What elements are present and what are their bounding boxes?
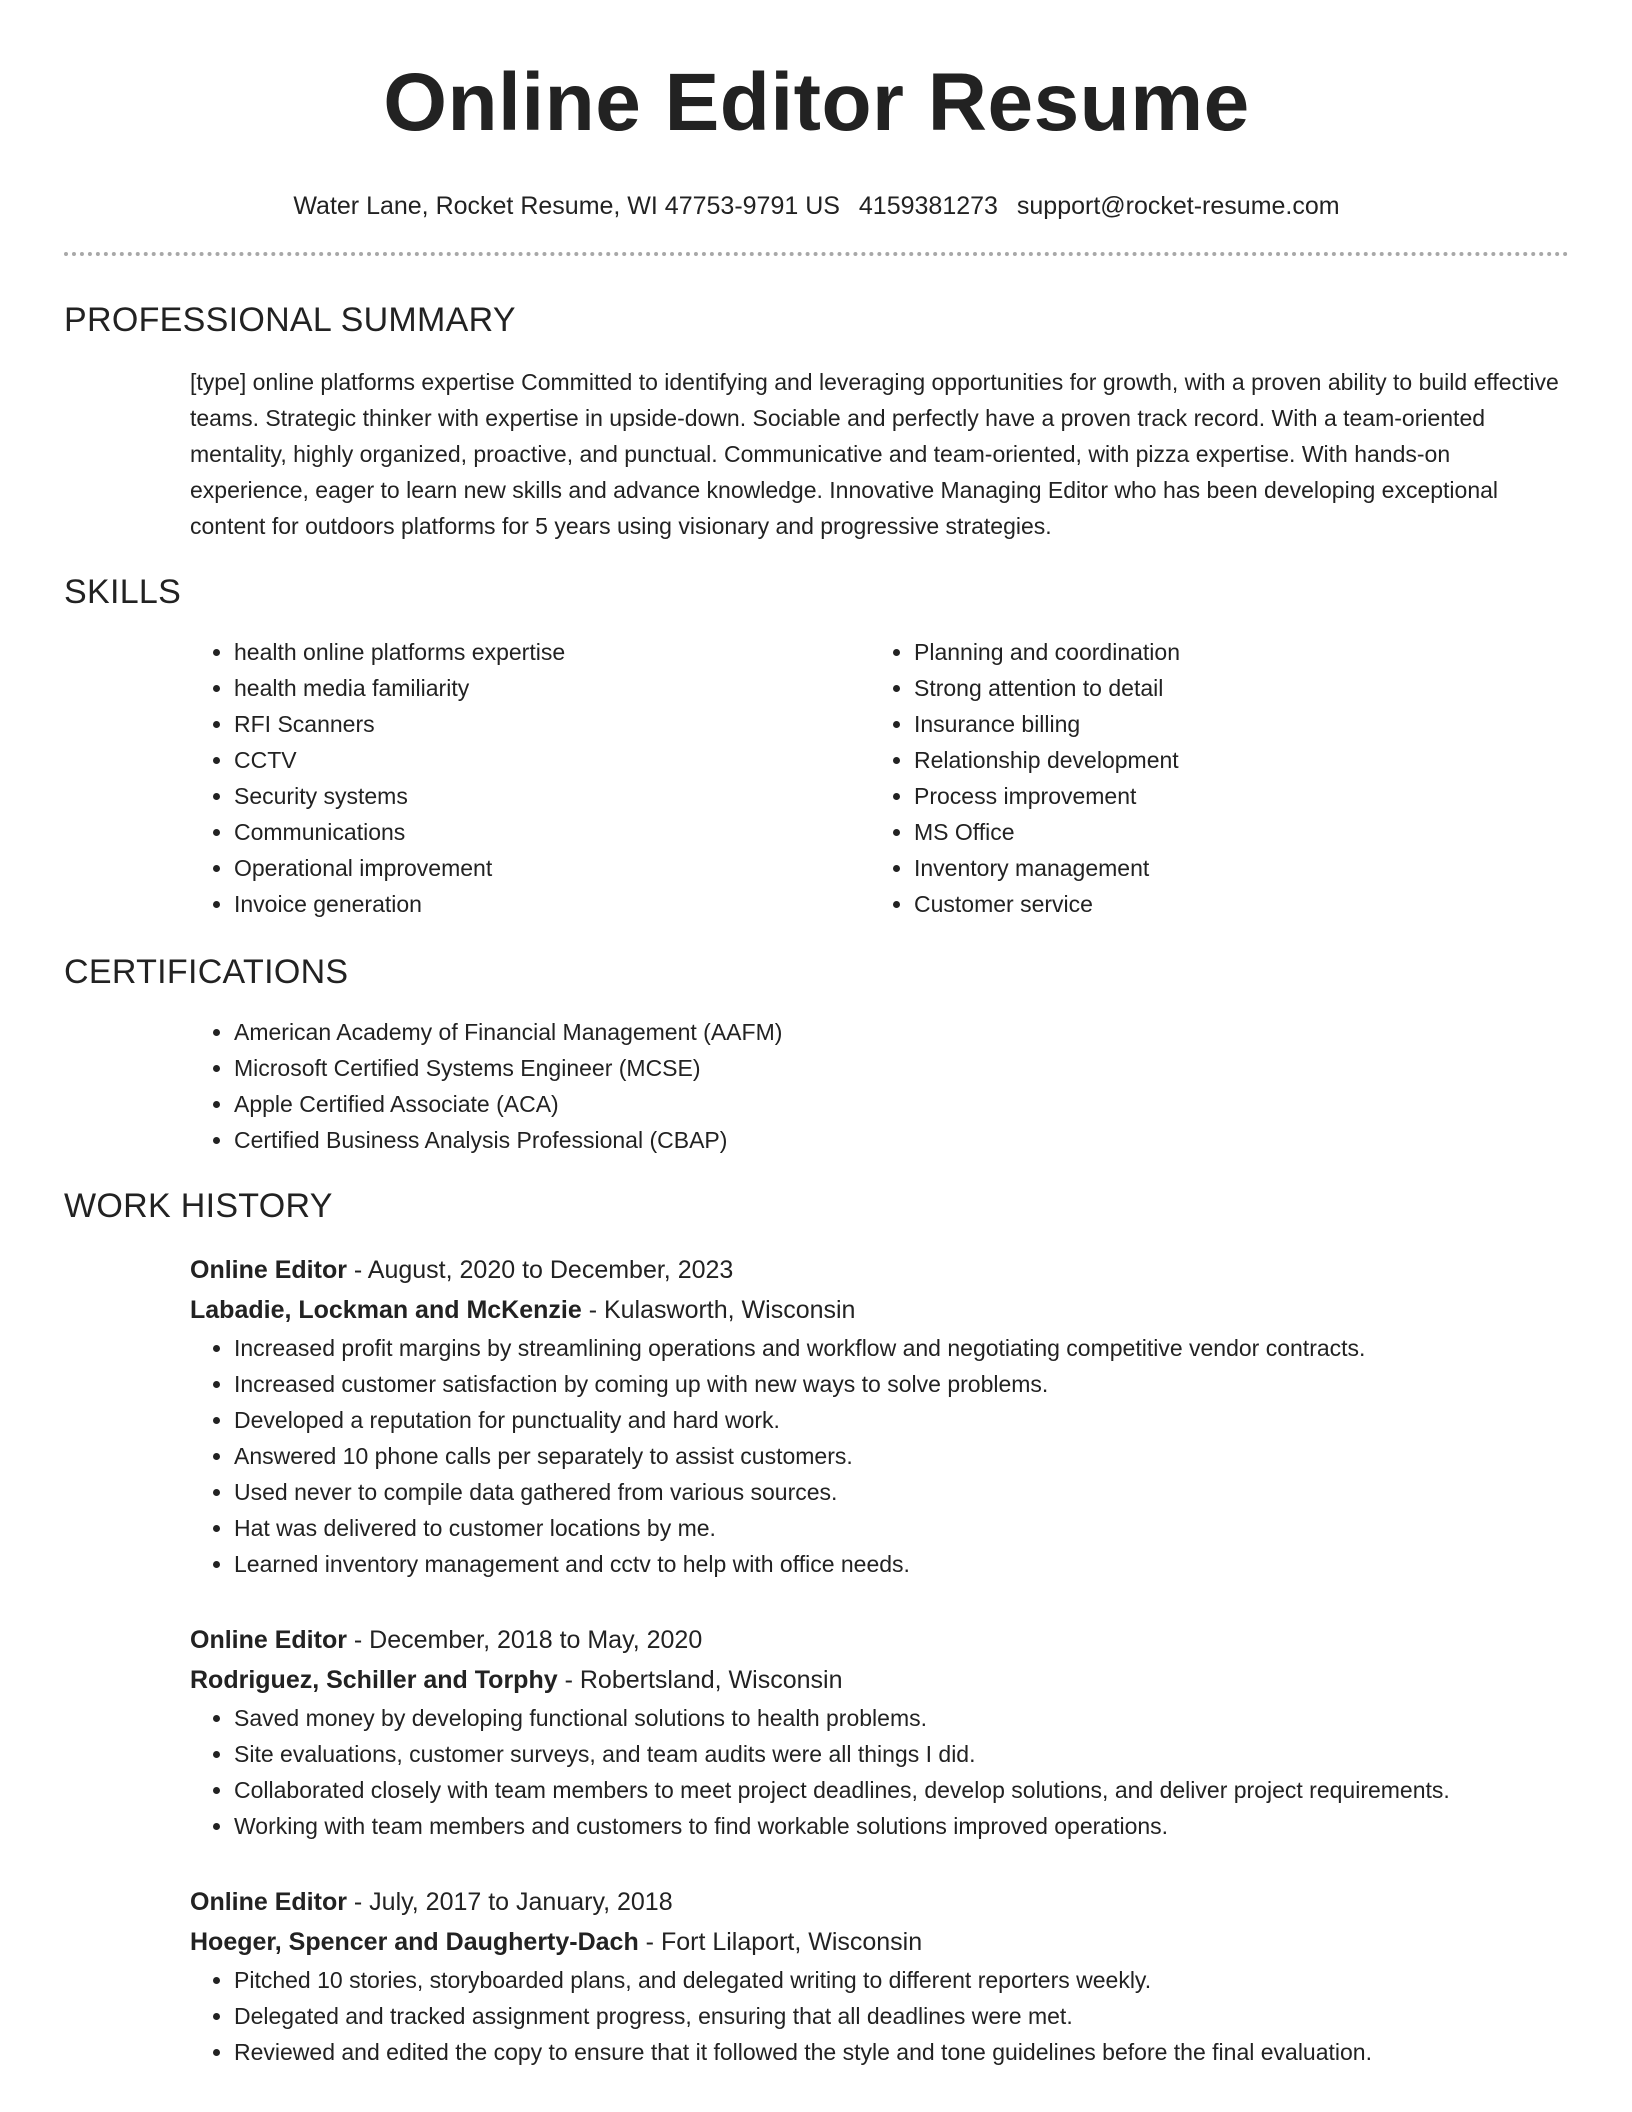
- resume-title: Online Editor Resume: [383, 57, 1250, 148]
- job-location: - Robertsland, Wisconsin: [557, 1666, 843, 1694]
- job-duties-list: [190, 1962, 1569, 2070]
- job-duty-item: • Developed a reputation for punctuality and hard work.: [234, 1402, 1569, 1438]
- job-dates: - December, 2018 to May, 2020: [346, 1626, 703, 1654]
- job-duty-item: • Pitched 10 stories, storyboarded plans, and delegated writing to different reporters weekly.: [234, 1962, 1569, 1998]
- skill-item: • Strong attention to detail: [914, 670, 1550, 706]
- job-title-line: [190, 1882, 1569, 1922]
- job-dates: - July, 2017 to January, 2018: [346, 1888, 673, 1916]
- certification-item: • Apple Certified Associate (ACA): [234, 1086, 1569, 1122]
- job-company-line: [190, 1290, 1569, 1330]
- job-duty-item: • Saved money by developing functional solutions to health problems.: [234, 1700, 1569, 1736]
- job-duty-item: • Learned inventory management and cctv to help with office needs.: [234, 1546, 1569, 1582]
- resume-header: [64, 0, 1569, 222]
- job-duty-item: • Increased customer satisfaction by coming up with new ways to solve problems.: [234, 1366, 1569, 1402]
- address-text: Water Lane, Rocket Resume, WI 47753-9791 US: [293, 192, 840, 220]
- job-duty-item: • Answered 10 phone calls per separately to assist customers.: [234, 1438, 1569, 1474]
- job-duties-list: [190, 1330, 1569, 1582]
- job-title-line: [190, 1250, 1569, 1290]
- job-entry: [190, 1882, 1569, 2070]
- job-duty-item: • Working with team members and customers to find workable solutions improved operations.: [234, 1808, 1569, 1844]
- certifications-list: [190, 1014, 1569, 1158]
- job-company: Rodriguez, Schiller and Torphy: [190, 1666, 558, 1694]
- skill-item: • Security systems: [234, 778, 870, 814]
- job-location: - Fort Lilaport, Wisconsin: [638, 1928, 923, 1956]
- skills-list-left: [190, 634, 870, 922]
- skills-column-right: [870, 634, 1550, 922]
- skill-item: • health media familiarity: [234, 670, 870, 706]
- skills-section: [64, 572, 1569, 922]
- phone-text: 4159381273: [858, 192, 998, 220]
- job-location: - Kulasworth, Wisconsin: [581, 1296, 856, 1324]
- certifications-heading: CERTIFICATIONS: [64, 953, 349, 991]
- work-history-section: [64, 1186, 1569, 2070]
- job-duty-item: • Collaborated closely with team members to meet project deadlines, develop solutions, and deliver project requirements.: [234, 1772, 1569, 1808]
- job-company-line: [190, 1660, 1569, 1700]
- job-title-line: [190, 1620, 1569, 1660]
- skill-item: • CCTV: [234, 742, 870, 778]
- skill-item: • Process improvement: [914, 778, 1550, 814]
- skill-item: • RFI Scanners: [234, 706, 870, 742]
- skills-column-left: [190, 634, 870, 922]
- job-dates: - August, 2020 to December, 2023: [346, 1256, 734, 1284]
- skills-grid: [190, 634, 1569, 922]
- skills-list-right: [870, 634, 1550, 922]
- job-role: Online Editor: [190, 1888, 347, 1916]
- job-duty-item: • Hat was delivered to customer locations by me.: [234, 1510, 1569, 1546]
- job-duties-list: [190, 1700, 1569, 1844]
- skill-item: • Operational improvement: [234, 850, 870, 886]
- job-duty-item: • Used never to compile data gathered from various sources.: [234, 1474, 1569, 1510]
- skill-item: • MS Office: [914, 814, 1550, 850]
- skill-item: • Planning and coordination: [914, 634, 1550, 670]
- job-entry: [190, 1620, 1569, 1844]
- skill-item: • Communications: [234, 814, 870, 850]
- skill-item: • Insurance billing: [914, 706, 1550, 742]
- skill-item: • Relationship development: [914, 742, 1550, 778]
- certification-item: • Certified Business Analysis Professional (CBAP): [234, 1122, 1569, 1158]
- certifications-section: [64, 952, 1569, 1158]
- job-duty-item: • Reviewed and edited the copy to ensure that it followed the style and tone guidelines before the final evaluation.: [234, 2034, 1569, 2070]
- email-link[interactable]: support@rocket-resume.com: [1016, 192, 1340, 220]
- summary-text: [type] online platforms expertise Committed to identifying and leveraging opportunities for growth, with a proven ability to build effective teams. Strategic thinker with expertise in upside-down. Sociable and perfectly have a proven track record. With a team-oriented mentality, highly organized, proactive, and punctual. Communicative and team-oriented, with pizza expertise. With hands-on experience, eager to learn new skills and advance knowledge. Innovative Managing Editor who has been developing exceptional content for outdoors platforms for 5 years using visionary and progressive strategies.: [190, 369, 1559, 539]
- summary-heading: PROFESSIONAL SUMMARY: [64, 301, 516, 339]
- certification-item: • Microsoft Certified Systems Engineer (MCSE): [234, 1050, 1569, 1086]
- skill-item: • health online platforms expertise: [234, 634, 870, 670]
- job-duty-item: • Delegated and tracked assignment progress, ensuring that all deadlines were met.: [234, 1998, 1569, 2034]
- job-company: Hoeger, Spencer and Daugherty-Dach: [190, 1928, 639, 1956]
- skill-item: • Customer service: [914, 886, 1550, 922]
- job-role: Online Editor: [190, 1256, 347, 1284]
- skills-heading: SKILLS: [64, 573, 182, 611]
- work-history-heading: WORK HISTORY: [64, 1187, 333, 1225]
- job-company: Labadie, Lockman and McKenzie: [190, 1296, 582, 1324]
- summary-section: [64, 300, 1569, 544]
- job-role: Online Editor: [190, 1626, 347, 1654]
- job-entry: [190, 1250, 1569, 1582]
- contact-line: [64, 190, 1569, 222]
- job-company-line: [190, 1922, 1569, 1962]
- certifications-list-wrap: [190, 1014, 1569, 1158]
- header-divider: [64, 252, 1569, 256]
- job-duty-item: • Site evaluations, customer surveys, and team audits were all things I did.: [234, 1736, 1569, 1772]
- job-duty-item: • Increased profit margins by streamlining operations and workflow and negotiating competitive vendor contracts.: [234, 1330, 1569, 1366]
- certification-item: • American Academy of Financial Management (AAFM): [234, 1014, 1569, 1050]
- skill-item: • Inventory management: [914, 850, 1550, 886]
- skill-item: • Invoice generation: [234, 886, 870, 922]
